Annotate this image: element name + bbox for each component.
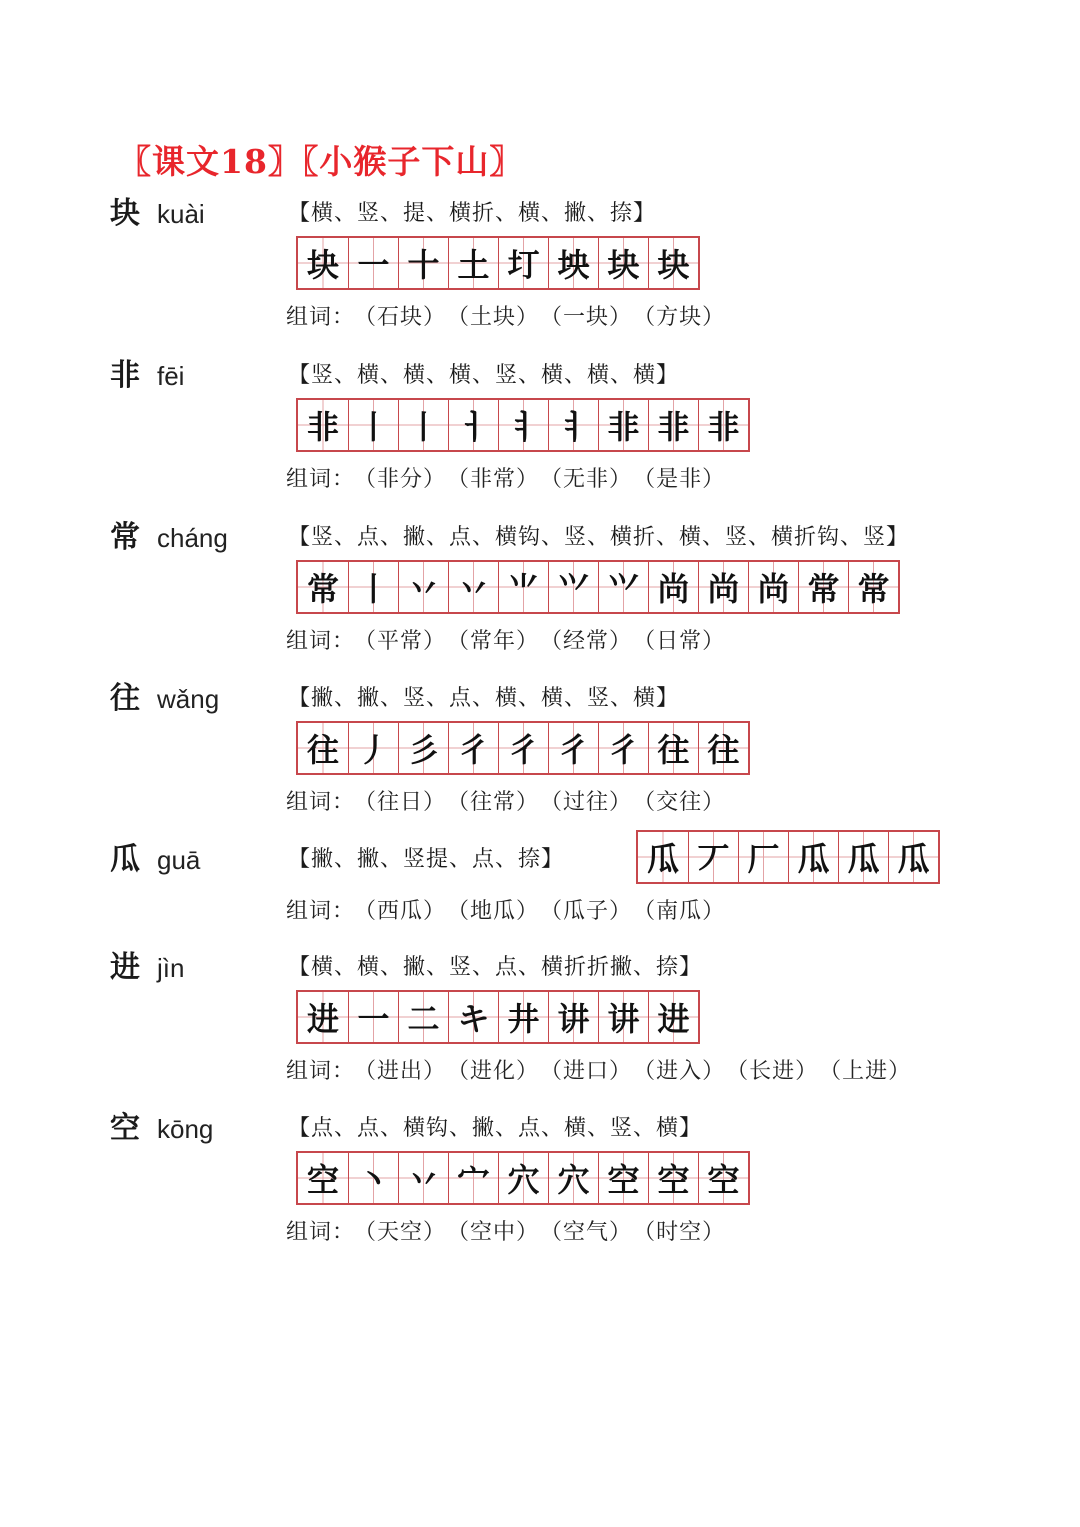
character-heading: 往 [110, 681, 140, 716]
word-item: （天空） [365, 1220, 447, 1245]
stroke-grid [296, 721, 750, 775]
word-list [286, 466, 737, 494]
stroke-step-cell: 块 [648, 238, 698, 288]
word-list [286, 628, 737, 656]
word-item: （西瓜） [365, 899, 447, 924]
stroke-step-cell: ㅕ [498, 400, 548, 450]
word-list-label: 组词： [286, 899, 356, 924]
stroke-step-cell: 常 [848, 562, 898, 612]
stroke-grid [296, 1151, 750, 1205]
pinyin: guā [157, 845, 201, 875]
word-item: （往常） [458, 790, 540, 815]
word-list-label: 组词： [286, 1220, 356, 1245]
stroke-step-cell: ⺍ [598, 562, 648, 612]
stroke-step-cell: 十 [398, 238, 448, 288]
character-heading: 瓜 [110, 842, 140, 877]
stroke-step-cell: 坱 [548, 238, 598, 288]
stroke-step-cell: 尚 [698, 562, 748, 612]
character-heading: 常 [110, 520, 140, 555]
word-item: （交往） [644, 790, 726, 815]
stroke-step-cell: 二 [398, 992, 448, 1042]
stroke-step-cell: 进 [298, 992, 348, 1042]
word-item: （方块） [644, 305, 726, 330]
word-item: （地瓜） [458, 899, 540, 924]
character-heading: 块 [110, 196, 140, 231]
stroke-step-cell: 常 [798, 562, 848, 612]
stroke-step-cell: 非 [648, 400, 698, 450]
word-list [286, 789, 737, 817]
pinyin: fēi [157, 361, 185, 391]
word-item: （非分） [365, 467, 447, 492]
stroke-step-cell: 尚 [748, 562, 798, 612]
word-item: （日常） [644, 629, 726, 654]
word-item: （南瓜） [644, 899, 726, 924]
stroke-order-text: 【竖、点、撇、点、横钩、竖、横折、横、竖、横折钩、竖】 [288, 525, 910, 550]
stroke-step-cell: 丷 [398, 562, 448, 612]
character-heading: 进 [110, 950, 140, 985]
stroke-step-cell: 穴 [498, 1153, 548, 1203]
stroke-order-text: 【撇、撇、竖、点、横、横、竖、横】 [288, 686, 680, 711]
stroke-step-cell: 丨 [348, 562, 398, 612]
stroke-step-cell: キ [448, 992, 498, 1042]
word-list-label: 组词： [286, 1059, 356, 1084]
stroke-step-cell: 讲 [548, 992, 598, 1042]
word-item: （无非） [551, 467, 633, 492]
stroke-step-cell: 空 [298, 1153, 348, 1203]
word-list-label: 组词： [286, 467, 356, 492]
word-item: （进化） [458, 1059, 540, 1084]
stroke-step-cell: 讲 [598, 992, 648, 1042]
stroke-step-cell: 常 [298, 562, 348, 612]
word-list [286, 1219, 737, 1247]
stroke-step-cell: 井 [498, 992, 548, 1042]
word-item: （往日） [365, 790, 447, 815]
stroke-grid [296, 990, 700, 1044]
stroke-step-cell: 空 [598, 1153, 648, 1203]
stroke-step-cell: 瓜 [638, 832, 688, 882]
stroke-step-cell: 往 [298, 723, 348, 773]
stroke-step-cell: 瓜 [838, 832, 888, 882]
stroke-step-cell: 丶 [348, 1153, 398, 1203]
word-item: （经常） [551, 629, 633, 654]
stroke-step-cell: 进 [648, 992, 698, 1042]
stroke-grid [296, 560, 900, 614]
stroke-step-cell: 非 [698, 400, 748, 450]
stroke-step-cell: 丿 [348, 723, 398, 773]
stroke-step-cell: 块 [598, 238, 648, 288]
word-item: （长进） [737, 1059, 819, 1084]
word-item: （非常） [458, 467, 540, 492]
stroke-step-cell: 块 [298, 238, 348, 288]
stroke-grid [296, 236, 700, 290]
word-item: （常年） [458, 629, 540, 654]
stroke-step-cell: 丨 [348, 400, 398, 450]
stroke-order-text: 【撇、撇、竖提、点、捺】 [288, 847, 565, 872]
stroke-step-cell: 丷 [398, 1153, 448, 1203]
word-list-label: 组词： [286, 790, 356, 815]
character-heading: 空 [110, 1111, 140, 1146]
word-item: （土块） [458, 305, 540, 330]
stroke-step-cell: 圢 [498, 238, 548, 288]
word-item: （是非） [644, 467, 726, 492]
stroke-step-cell: 土 [448, 238, 498, 288]
pinyin: cháng [157, 523, 228, 553]
stroke-step-cell: 非 [598, 400, 648, 450]
stroke-order-text: 【横、竖、提、横折、横、撇、捺】 [288, 201, 657, 226]
stroke-step-cell: 厂 [738, 832, 788, 882]
word-list-label: 组词： [286, 629, 356, 654]
word-item: （一块） [551, 305, 633, 330]
stroke-step-cell: 穴 [548, 1153, 598, 1203]
stroke-order-text: 【横、横、撇、竖、点、横折折撇、捺】 [288, 955, 703, 980]
stroke-grid [636, 830, 940, 884]
word-item: （石块） [365, 305, 447, 330]
word-list [286, 898, 737, 926]
stroke-step-cell: 空 [648, 1153, 698, 1203]
stroke-step-cell: 彳 [498, 723, 548, 773]
stroke-step-cell: 宀 [448, 1153, 498, 1203]
stroke-step-cell: 彳 [548, 723, 598, 773]
word-item: （瓜子） [551, 899, 633, 924]
pinyin: jìn [157, 953, 185, 983]
word-item: （时空） [644, 1220, 726, 1245]
stroke-step-cell: 往 [698, 723, 748, 773]
word-item: （过往） [551, 790, 633, 815]
character-entry [0, 520, 1080, 680]
pinyin: kōng [157, 1114, 214, 1144]
word-item: （平常） [365, 629, 447, 654]
word-item: （进入） [644, 1059, 726, 1084]
stroke-step-cell: 非 [298, 400, 348, 450]
stroke-step-cell: 瓜 [788, 832, 838, 882]
pinyin: kuài [157, 199, 205, 229]
word-list [286, 1058, 923, 1086]
stroke-step-cell: 空 [698, 1153, 748, 1203]
stroke-step-cell: 彳 [448, 723, 498, 773]
stroke-grid [296, 398, 750, 452]
stroke-step-cell: ⺌ [498, 562, 548, 612]
word-item: （进出） [365, 1059, 447, 1084]
stroke-step-cell: 瓜 [888, 832, 938, 882]
stroke-step-cell: 彡 [398, 723, 448, 773]
character-entry [0, 1111, 1080, 1271]
stroke-order-text: 【竖、横、横、横、竖、横、横、横】 [288, 363, 680, 388]
word-item: （进口） [551, 1059, 633, 1084]
stroke-step-cell: ㅕ [548, 400, 598, 450]
character-entry [0, 358, 1080, 518]
stroke-step-cell: 一 [348, 238, 398, 288]
character-entry [0, 681, 1080, 841]
word-item: （上进） [830, 1059, 912, 1084]
stroke-step-cell: 往 [648, 723, 698, 773]
stroke-step-cell: ㅓ [448, 400, 498, 450]
word-item: （空气） [551, 1220, 633, 1245]
page-title: 〖课文18〗〖小猴子下山〗 [118, 142, 524, 181]
word-list-label: 组词： [286, 305, 356, 330]
word-item: （空中） [458, 1220, 540, 1245]
stroke-step-cell: 丨 [398, 400, 448, 450]
stroke-step-cell: 一 [348, 992, 398, 1042]
character-heading: 非 [110, 358, 140, 393]
stroke-step-cell: 彳 [598, 723, 648, 773]
stroke-step-cell: 尚 [648, 562, 698, 612]
character-entry [0, 196, 1080, 356]
stroke-order-text: 【点、点、横钩、撇、点、横、竖、横】 [288, 1116, 703, 1141]
word-list [286, 304, 737, 332]
pinyin: wǎng [157, 684, 220, 714]
character-entry [0, 950, 1080, 1110]
stroke-step-cell: ⺍ [548, 562, 598, 612]
stroke-step-cell: 丷 [448, 562, 498, 612]
stroke-step-cell: 丆 [688, 832, 738, 882]
